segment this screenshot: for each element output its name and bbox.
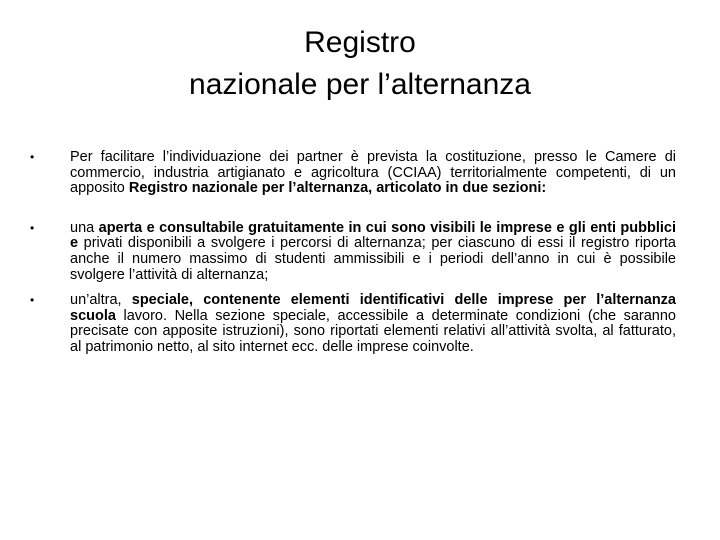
bullet-text-bold: aperta e consultabile gratuitamente in cui sono visibili le imprese e gli enti pubblici e [70, 219, 676, 252]
bullet-item-registro [26, 150, 676, 197]
bullet-dot: • [30, 150, 35, 164]
bullet-item-sezione-aperta [26, 221, 676, 283]
bullet-text: una [70, 219, 99, 236]
bullet-text: un’altra, [70, 292, 132, 309]
bullet-list [26, 150, 676, 356]
bullet-text: privati disponibili a svolgere i percorsi di alternanza; per ciascuno di essi il registro riporta anche il numero massimo di studenti ammissibili e i periodi dell’anno in cui è possibile svolgere l’attività di alternanza; [70, 235, 676, 283]
bullet-text-bold: Registro nazionale per l’alternanza, articolato in due sezioni: [128, 180, 547, 197]
title-line-1: Registro [304, 26, 416, 59]
bullet-item-sezione-speciale [26, 293, 676, 355]
bullet-text: lavoro. Nella sezione speciale, accessibile a determinate condizioni (che saranno precisate con apposite istruzioni), sono riportati elementi relativi all’attività svolta, al fatturato, al patrimonio netto, al sito internet ecc. delle imprese coinvolte. [70, 307, 676, 355]
bullet-text: Per facilitare l’individuazione dei partner è prevista la costituzione, presso le Camere di commercio, industria artigianato e agricoltura (CCIAA) territorialmente competenti, di un apposito [70, 149, 676, 197]
bullet-text-bold: speciale, contenente elementi identificativi delle imprese per l’alternanza scuola [70, 292, 676, 324]
bullet-dot: • [30, 293, 35, 308]
title-line-2: nazionale per l’alternanza [189, 68, 531, 101]
slide-title [0, 22, 720, 106]
bullet-dot: • [30, 220, 35, 235]
